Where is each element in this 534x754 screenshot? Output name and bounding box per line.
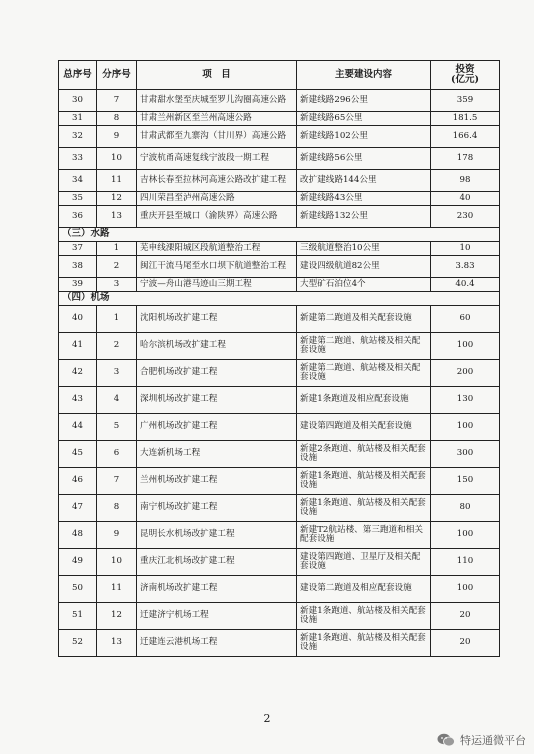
total-no-cell: 50 [59, 576, 97, 603]
investment-cell: 100 [431, 576, 500, 603]
item-cell: 昆明长水机场改扩建工程 [137, 522, 297, 549]
item-cell: 宁波—舟山港马迹山三期工程 [137, 278, 297, 292]
sub-no-cell: 1 [97, 306, 137, 333]
sub-no-cell: 12 [97, 192, 137, 206]
content-cell: 建设第四跑道及相关配套设施 [297, 414, 431, 441]
table-row [59, 256, 500, 278]
sub-no-cell: 2 [97, 256, 137, 278]
sub-no-cell: 9 [97, 522, 137, 549]
header-investment: 投资 (亿元) [431, 61, 500, 90]
content-cell: 建设第二跑道及相应配套设施 [297, 576, 431, 603]
item-cell: 合肥机场改扩建工程 [137, 360, 297, 387]
total-no-cell: 46 [59, 468, 97, 495]
content-cell: 新建第二跑道及相关配套设施 [297, 306, 431, 333]
item-cell: 宁波杭甬高速复线宁波段一期工程 [137, 148, 297, 170]
item-cell: 深圳机场改扩建工程 [137, 387, 297, 414]
table-row [59, 278, 500, 292]
table-row [59, 441, 500, 468]
item-cell: 南宁机场改扩建工程 [137, 495, 297, 522]
investment-cell: 110 [431, 549, 500, 576]
total-no-cell: 40 [59, 306, 97, 333]
investment-cell: 60 [431, 306, 500, 333]
total-no-cell: 32 [59, 126, 97, 148]
investment-cell: 130 [431, 387, 500, 414]
investment-cell: 181.5 [431, 112, 500, 126]
total-no-cell: 38 [59, 256, 97, 278]
content-cell: 改扩建线路144公里 [297, 170, 431, 192]
header-content: 主要建设内容 [297, 61, 431, 90]
investment-cell: 100 [431, 333, 500, 360]
investment-cell: 80 [431, 495, 500, 522]
sub-no-cell: 6 [97, 441, 137, 468]
table-row [59, 306, 500, 333]
table-row [59, 603, 500, 630]
content-cell: 新建1条跑道、航站楼及相关配套设施 [297, 495, 431, 522]
sub-no-cell: 8 [97, 495, 137, 522]
content-cell: 建设四级航道82公里 [297, 256, 431, 278]
sub-no-cell: 2 [97, 333, 137, 360]
total-no-cell: 47 [59, 495, 97, 522]
investment-cell: 178 [431, 148, 500, 170]
sub-no-cell: 10 [97, 549, 137, 576]
sub-no-cell: 7 [97, 468, 137, 495]
sub-no-cell: 9 [97, 126, 137, 148]
investment-cell: 166.4 [431, 126, 500, 148]
item-cell: 迁建连云港机场工程 [137, 630, 297, 657]
item-cell: 甘肃兰州新区至兰州高速公路 [137, 112, 297, 126]
content-cell: 大型矿石泊位4个 [297, 278, 431, 292]
content-cell: 三级航道整治10公里 [297, 242, 431, 256]
item-cell: 芜申线溧阳城区段航道整治工程 [137, 242, 297, 256]
investment-cell: 230 [431, 206, 500, 228]
table-row [59, 148, 500, 170]
content-cell: 新建线路296公里 [297, 90, 431, 112]
item-cell: 重庆开县至城口（渝陕界）高速公路 [137, 206, 297, 228]
sub-no-cell: 8 [97, 112, 137, 126]
content-cell: 新建线路43公里 [297, 192, 431, 206]
total-no-cell: 31 [59, 112, 97, 126]
total-no-cell: 51 [59, 603, 97, 630]
table-row [59, 360, 500, 387]
total-no-cell: 49 [59, 549, 97, 576]
table-row [59, 333, 500, 360]
table-row [59, 192, 500, 206]
sub-no-cell: 3 [97, 278, 137, 292]
table-row [59, 90, 500, 112]
item-cell: 大连新机场工程 [137, 441, 297, 468]
sub-no-cell: 12 [97, 603, 137, 630]
table-row [59, 206, 500, 228]
table-row [59, 522, 500, 549]
content-cell: 新建2条跑道、航站楼及相关配套设施 [297, 441, 431, 468]
sub-no-cell: 4 [97, 387, 137, 414]
content-cell: 新建1条跑道、航站楼及相关配套设施 [297, 603, 431, 630]
table-row [59, 126, 500, 148]
section-row [59, 228, 500, 242]
sub-no-cell: 1 [97, 242, 137, 256]
total-no-cell: 36 [59, 206, 97, 228]
investment-cell: 100 [431, 522, 500, 549]
header-total-no: 总序号 [59, 61, 97, 90]
item-cell: 重庆江北机场改扩建工程 [137, 549, 297, 576]
investment-cell: 100 [431, 414, 500, 441]
table-row [59, 170, 500, 192]
content-cell: 建设第四跑道、卫星厅及相关配套设施 [297, 549, 431, 576]
total-no-cell: 35 [59, 192, 97, 206]
investment-cell: 359 [431, 90, 500, 112]
investment-cell: 40.4 [431, 278, 500, 292]
total-no-cell: 37 [59, 242, 97, 256]
table-row [59, 630, 500, 657]
content-cell: 新建线路65公里 [297, 112, 431, 126]
investment-cell: 3.83 [431, 256, 500, 278]
watermark-text: 特运通微平台 [460, 734, 526, 747]
table-row [59, 576, 500, 603]
sub-no-cell: 3 [97, 360, 137, 387]
sub-no-cell: 13 [97, 206, 137, 228]
content-cell: 新建第二跑道、航站楼及相关配套设施 [297, 333, 431, 360]
item-cell: 甘肃武都至九寨沟（甘川界）高速公路 [137, 126, 297, 148]
total-no-cell: 33 [59, 148, 97, 170]
content-cell: 新建1条跑道、航站楼及相关配套设施 [297, 630, 431, 657]
sub-no-cell: 11 [97, 170, 137, 192]
item-cell: 广州机场改扩建工程 [137, 414, 297, 441]
total-no-cell: 39 [59, 278, 97, 292]
content-cell: 新建线路56公里 [297, 148, 431, 170]
total-no-cell: 45 [59, 441, 97, 468]
content-cell: 新建线路132公里 [297, 206, 431, 228]
total-no-cell: 48 [59, 522, 97, 549]
sub-no-cell: 13 [97, 630, 137, 657]
investment-cell: 20 [431, 630, 500, 657]
investment-cell: 10 [431, 242, 500, 256]
total-no-cell: 41 [59, 333, 97, 360]
table-row [59, 242, 500, 256]
document-page [58, 60, 499, 657]
investment-cell: 98 [431, 170, 500, 192]
item-cell: 迁建济宁机场工程 [137, 603, 297, 630]
table-row [59, 112, 500, 126]
header-sub-no: 分序号 [97, 61, 137, 90]
content-cell: 新建T2航站楼、第三跑道和相关配套设施 [297, 522, 431, 549]
header-item: 项 目 [137, 61, 297, 90]
table-row [59, 468, 500, 495]
sub-no-cell: 5 [97, 414, 137, 441]
total-no-cell: 34 [59, 170, 97, 192]
table-row [59, 387, 500, 414]
item-cell: 甘肃甜水堡至庆城至罗儿沟圈高速公路 [137, 90, 297, 112]
table-row [59, 549, 500, 576]
total-no-cell: 42 [59, 360, 97, 387]
sub-no-cell: 11 [97, 576, 137, 603]
investment-cell: 40 [431, 192, 500, 206]
content-cell: 新建1条跑道、航站楼及相关配套设施 [297, 468, 431, 495]
item-cell: 兰州机场改扩建工程 [137, 468, 297, 495]
item-cell: 哈尔滨机场改扩建工程 [137, 333, 297, 360]
investment-cell: 20 [431, 603, 500, 630]
section-title: （三）水路 [59, 228, 500, 242]
total-no-cell: 30 [59, 90, 97, 112]
item-cell: 闽江干流马尾至水口坝下航道整治工程 [137, 256, 297, 278]
content-cell: 新建1条跑道及相应配套设施 [297, 387, 431, 414]
table-header-row [59, 61, 500, 90]
total-no-cell: 44 [59, 414, 97, 441]
wechat-icon [437, 733, 455, 747]
item-cell: 吉林长春至拉林河高速公路改扩建工程 [137, 170, 297, 192]
investment-cell: 200 [431, 360, 500, 387]
content-cell: 新建第二跑道、航站楼及相关配套设施 [297, 360, 431, 387]
sub-no-cell: 10 [97, 148, 137, 170]
item-cell: 四川荣昌至泸州高速公路 [137, 192, 297, 206]
item-cell: 济南机场改扩建工程 [137, 576, 297, 603]
content-cell: 新建线路102公里 [297, 126, 431, 148]
page-number: 2 [263, 712, 271, 725]
section-row [59, 292, 500, 306]
table-row [59, 495, 500, 522]
item-cell: 沈阳机场改扩建工程 [137, 306, 297, 333]
section-title: （四）机场 [59, 292, 500, 306]
watermark [437, 732, 526, 748]
investment-cell: 150 [431, 468, 500, 495]
total-no-cell: 52 [59, 630, 97, 657]
sub-no-cell: 7 [97, 90, 137, 112]
total-no-cell: 43 [59, 387, 97, 414]
project-table [58, 60, 500, 657]
table-row [59, 414, 500, 441]
investment-cell: 300 [431, 441, 500, 468]
